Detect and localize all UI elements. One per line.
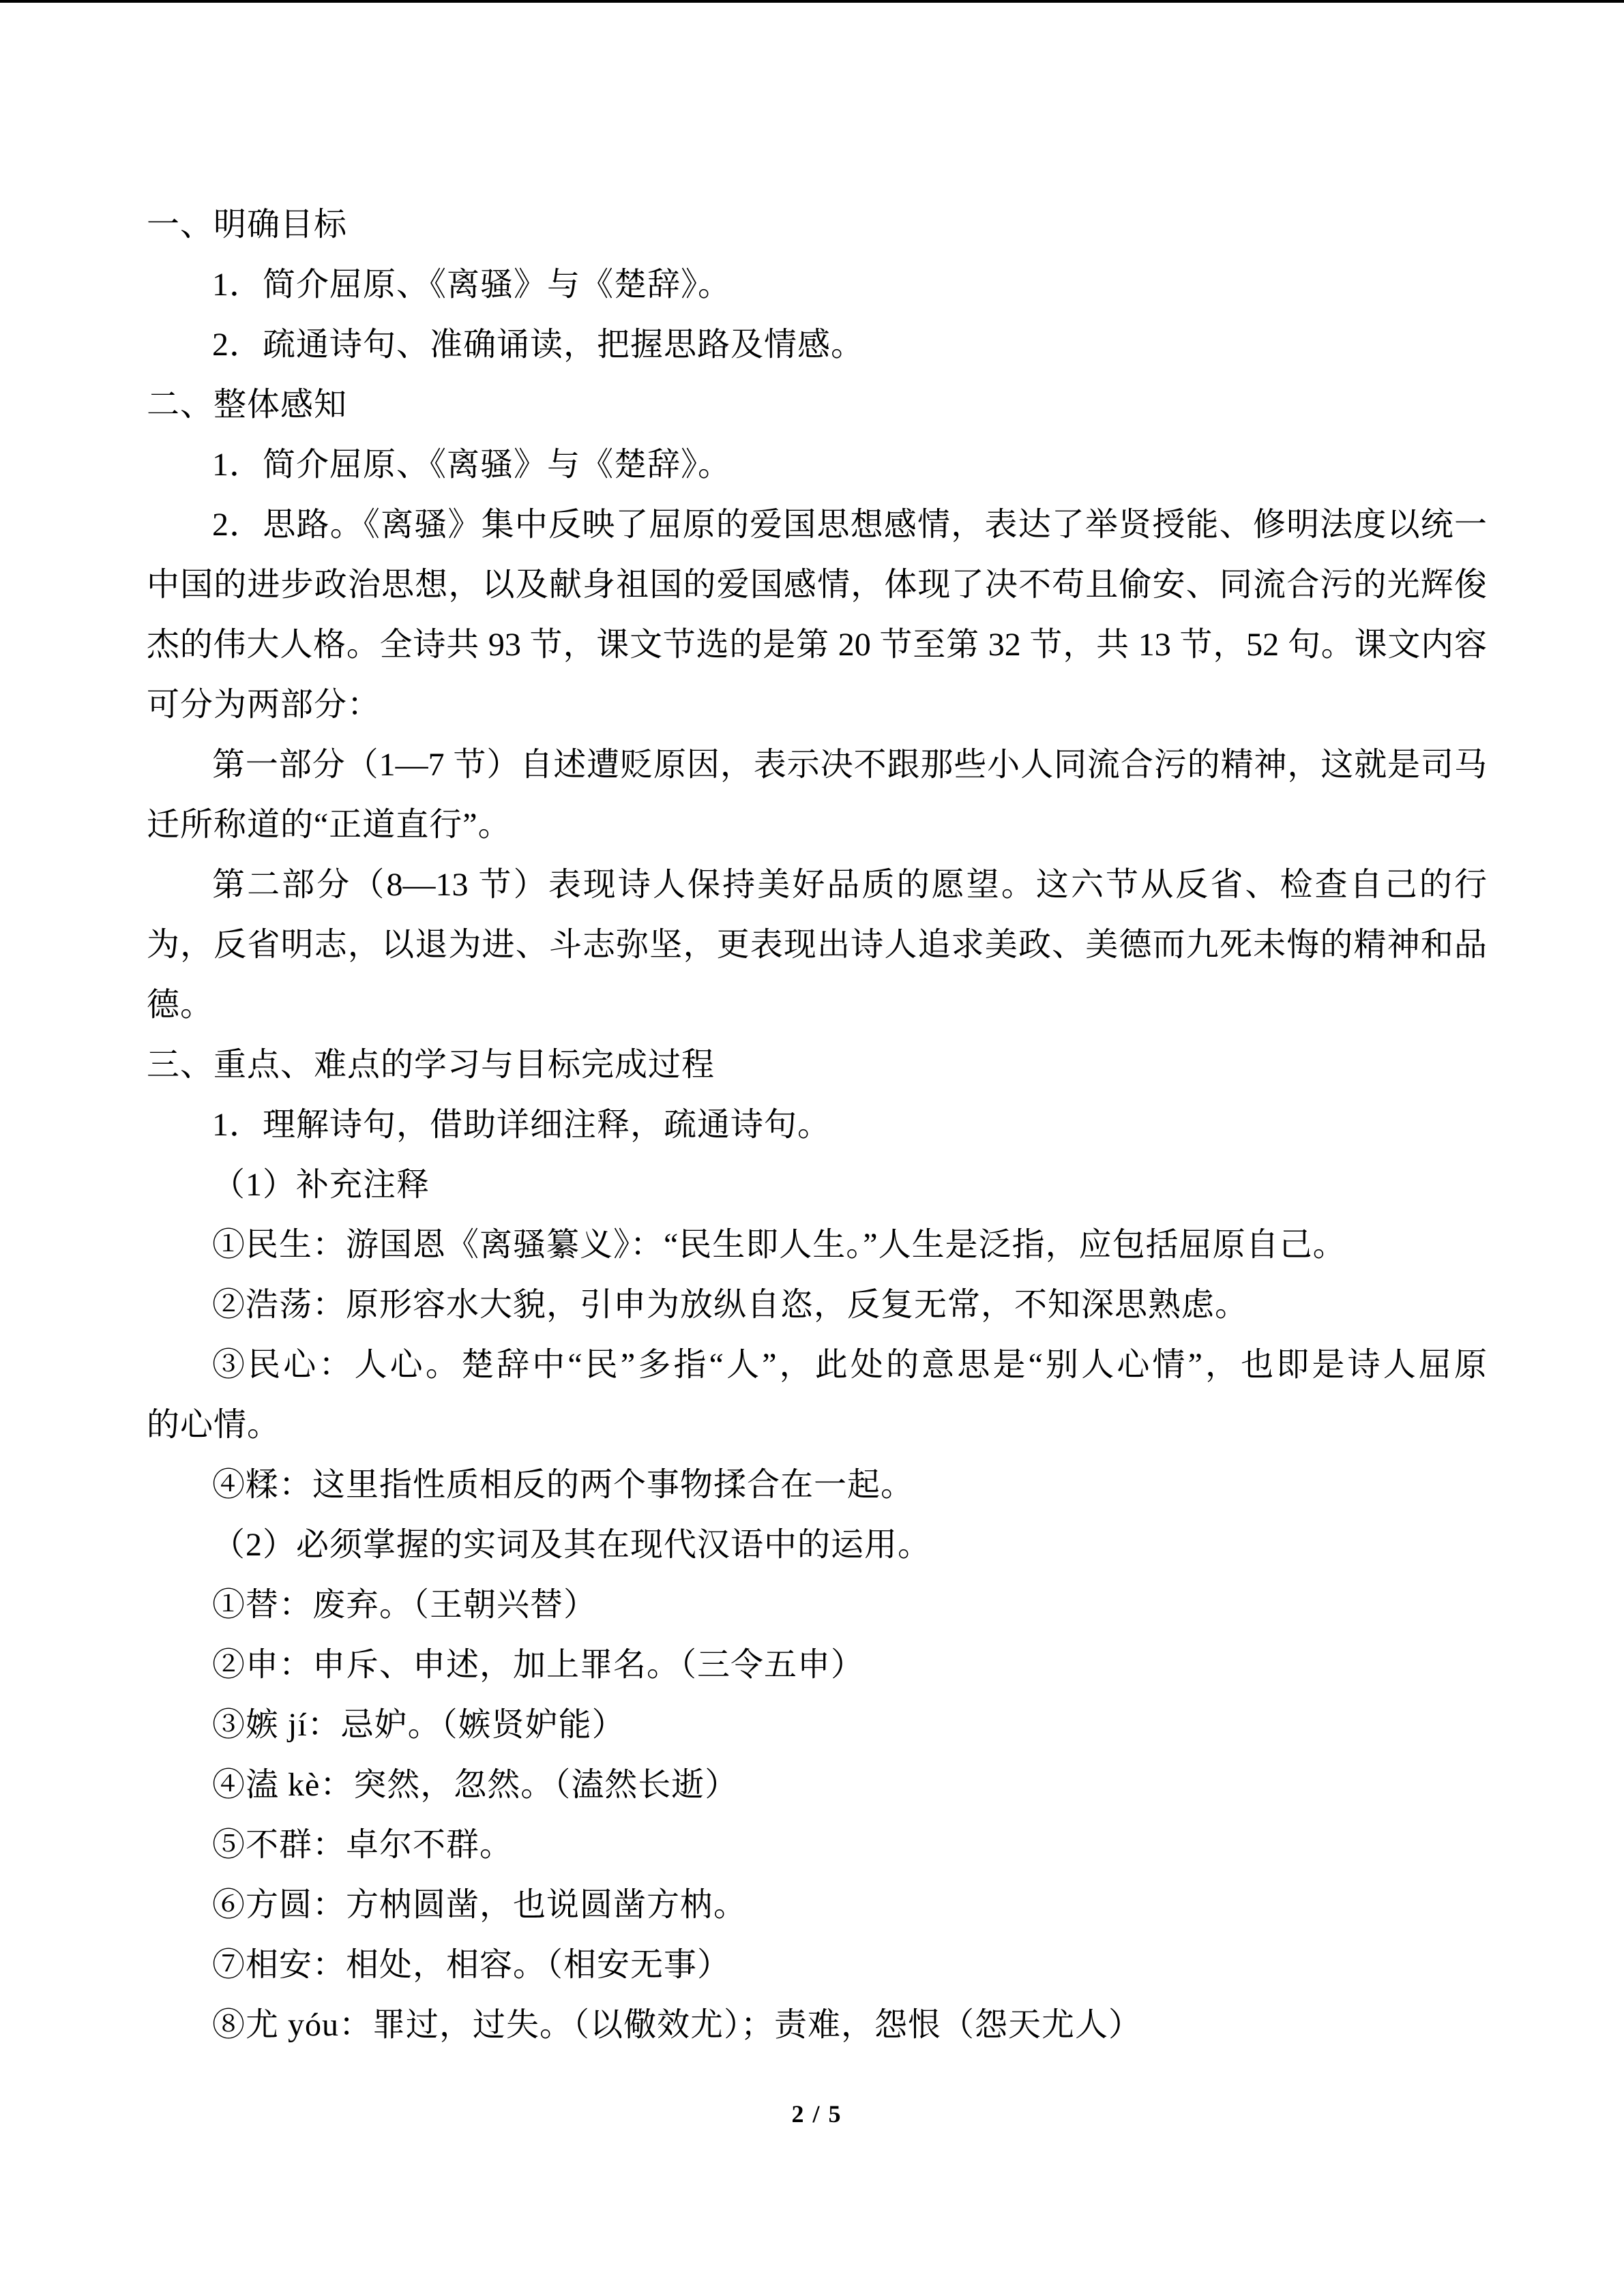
text-line: ④溘 kè：突然，忽然。（溘然长逝） <box>212 1767 739 1803</box>
text-line: 为，反省明志，以退为进、斗志弥坚，更表现出诗人追求美政、美德而九死未悔的精神和品 <box>147 927 1487 963</box>
text-line: （2）必须掌握的实词及其在现代汉语中的运用。 <box>212 1527 932 1563</box>
text-line: ①民生：游国恩《离骚纂义》：“民生即人生。”人生是泛指，应包括屈原自己。 <box>212 1227 1346 1263</box>
text-line: ⑥方圆：方枘圆凿，也说圆凿方枘。 <box>212 1887 748 1923</box>
text-line: 中国的进步政治思想，以及献身祖国的爱国感情，体现了决不苟且偷安、同流合污的光辉俊 <box>147 567 1487 603</box>
text-line: ⑤不群：卓尔不群。 <box>212 1827 514 1863</box>
document-body <box>147 195 1487 2055</box>
text-line: ④糅：这里指性质相反的两个事物揉合在一起。 <box>212 1467 915 1503</box>
text-line: 一、明确目标 <box>147 207 348 243</box>
text-line: ①替：废弃。（王朝兴替） <box>212 1587 597 1623</box>
text-line: 2．思路。《离骚》集中反映了屈原的爱国思想感情，表达了举贤授能、修明法度以统一 <box>212 507 1487 543</box>
text-line: 德。 <box>147 987 214 1023</box>
text-line: 1．理解诗句，借助详细注释，疏通诗句。 <box>212 1107 831 1143</box>
text-line: 的心情。 <box>147 1407 281 1443</box>
text-line: 1．简介屈原、《离骚》与《楚辞》。 <box>212 267 732 303</box>
text-line: 杰的伟大人格。全诗共 93 节，课文节选的是第 20 节至第 32 节，共 13 节，52 句。课文内容 <box>147 627 1487 663</box>
text-line: ③民心：人心。楚辞中“民”多指“人”，此处的意思是“别人心情”，也即是诗人屈原 <box>212 1347 1487 1383</box>
text-line: 迁所称道的“正道直行”。 <box>147 807 512 843</box>
text-line: ②申：申斥、申述，加上罪名。（三令五申） <box>212 1647 865 1683</box>
text-line: 三、重点、难点的学习与目标完成过程 <box>147 1047 715 1083</box>
text-line: 1．简介屈原、《离骚》与《楚辞》。 <box>212 447 732 483</box>
text-line: （1）补充注释 <box>212 1167 430 1203</box>
text-line: 2．疏通诗句、准确诵读，把握思路及情感。 <box>212 327 865 363</box>
text-line: 可分为两部分： <box>147 687 381 723</box>
text-line: ③嫉 jí：忌妒。（嫉贤妒能） <box>212 1707 625 1743</box>
text-line: ⑦相安：相处，相容。（相安无事） <box>212 1947 731 1983</box>
page-footer <box>147 2098 1487 2130</box>
text-line: 二、整体感知 <box>147 387 348 423</box>
text-line: ⑧尤 yóu：罪过，过失。（以儆效尤）；责难，怨恨（怨天尤人） <box>212 2007 1142 2043</box>
text-line: 第一部分（1—7 节）自述遭贬原因，表示决不跟那些小人同流合污的精神，这就是司马 <box>212 747 1487 783</box>
text-line: 第二部分（8—13 节）表现诗人保持美好品质的愿望。这六节从反省、检查自己的行 <box>212 867 1487 903</box>
page-number: 2 / 5 <box>791 2100 842 2128</box>
text-line: ②浩荡：原形容水大貌，引申为放纵自恣，反复无常，不知深思熟虑。 <box>212 1287 1249 1323</box>
